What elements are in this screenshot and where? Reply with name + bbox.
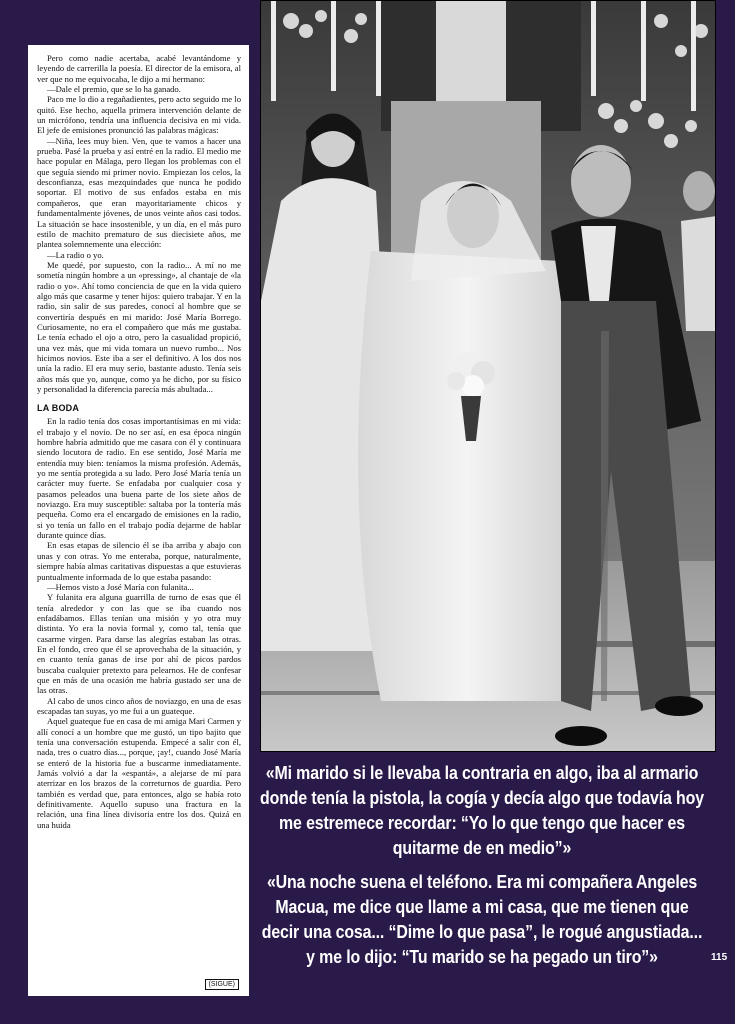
article-paragraph: Aquel guateque fue en casa de mi amiga Mari Carmen y allí conocí a un hombre que me gustó, un tipo bajito que tenía una conversación estupenda. Empecé a salir con él, nada, tres o cuatro días..., porque, ¡ay!, cuando José María se enteró de la historia fue a buscarme inmediatamente. Jamás volvió a dar la «espantá», a alejarse de mí para aterrizar en los brazos de la correturnos de guardia. Pero también es verdad que, para entonces, algo se había roto definitivamente. Aquello supuso una fractura en la relación, una fina línea divisoria entre los dos. Quizá en una huida (37, 716, 241, 830)
continue-label: (SIGUE) (205, 979, 239, 990)
wedding-photo-illustration (261, 1, 716, 752)
article-body (37, 53, 241, 830)
page-number: 115 (711, 952, 728, 963)
pull-quotes (257, 760, 707, 969)
article-paragraph: Al cabo de unos cinco años de noviazgo, en una de esas escapadas tan suyas, yo me fui a un guateque. (37, 695, 241, 716)
wedding-photo (260, 0, 716, 752)
pull-quote: «Una noche suena el teléfono. Era mi compañera Angeles Macua, me dice que llame a mi casa, que me tienen que decir una cosa... “Dime lo que pasa”, le rogué angustiada... y me lo dijo: “Tu marido se ha pegado un tiro”» (261, 871, 703, 967)
article-paragraph: Me quedé, por supuesto, con la radio... A mí no me sometía ningún hombre a un «pressing», al chantaje de «la radio o yo». Ahí tomo conciencia de que en la vida quiero algo más que casarme y tener hijos: quiero trabajar. Y en la radio, sin salir de sus paredes, conocí al hombre que se convertiría después en mi marido: José María Borrego. Curiosamente, no era el compañero que más me gustaba. Le tenía echado el ojo a otro, pero la casualidad propició, una vez más, que mi vida tomara un nuevo rumbo... Nos hicimos novios. Este iba a ser el definitivo. A los dos nos unía la radio. El era muy serio, bastante adusto. Tenía seis años más que yo, aunque, como ya he dicho, por su físico y personalidad la diferencia parecía más abultada... (37, 259, 241, 394)
article-paragraph: —Niña, lees muy bien. Ven, que te vamos a hacer una prueba. Pasé la prueba y así entré en la radio. El medio me hace popular en Málaga, pero llegan los problemas con el que seguía siendo mi primer novio. Empiezan los celos, la desconfianza, esas mezquindades que nunca he podido soportar. El motivo de sus enfados estaba en mis compañeros, que eran mayoritariamente chicos y fundamentalmente jóvenes, de unos veinte años casi todos. La situación se hace insostenible, y un día, en el más puro estilo de machito prematuro de sus diecisiete años, me plantea solemnemente una elección: (37, 135, 241, 250)
article-paragraph: En esas etapas de silencio él se iba arriba y abajo con unas y con otras. Yo me enteraba, porque, naturalmente, siempre había almas caritativas dispuestas a que estuvieras puntualmente informada de lo que estaba pasando: (37, 540, 241, 582)
article-text-column (28, 45, 249, 996)
article-paragraph: Paco me lo dio a regañadientes, pero acto seguido me lo quitó. Ese hecho, aquella primera intervención delante de un micrófono, tendría una influencia decisiva en mi vida. El jefe de emisiones pronunció las palabras mágicas: (37, 94, 241, 136)
section-subheading: LA BODA (37, 403, 80, 414)
article-paragraph: En la radio tenía dos cosas importantísimas en mi vida: el trabajo y el novio. De no ser así, en esa época ningún hombre habría admitido que me casara con él y continuara siendo locutora de radio. En ese sentido, José María me entendía muy bien: teníamos la misma profesión. Además, yo me sentía protegida a su lado. Pero José María tenía un carácter muy fuerte. Se enfadaba por cualquier cosa y pasamos peleados una buena parte de los siete años de noviazgo. Era muy susceptible: saltaba por la tontería más pequeña. Como era el encargado de emisiones en la radio, si yo tenía un fallo en el trabajo podía dejarme de hablar durante quince días. (37, 416, 241, 541)
article-paragraph: —Hemos visto a José María con fulanita... (47, 581, 194, 592)
article-paragraph: —Dale el premio, que se lo ha ganado. (47, 84, 181, 95)
pull-quote: «Mi marido si le llevaba la contraria en algo, iba al armario donde tenía la pistola, la cogía y decía algo que todavía hoy me estremece recordar: “Yo lo que tengo que hacer es quitarme de en medio”» (260, 762, 704, 858)
article-paragraph: —La radio o yo. (47, 249, 104, 260)
article-paragraph: Y fulanita era alguna guarrilla de turno de esas que él tenía alrededor y con las que se iba cuando nos enfadábamos. Ellas tenían una misión y yo otra muy distinta. Yo era la novia formal y, como tal, tenía que casarme virgen. Para darse las alegrías estaban las otras. En el fondo, creo que él se aprovechaba de la situación, y en cuanto tenía ganas de irse por ahí de picos pardos buscaba cualquier pretexto para pelearnos. He de confesar que en más de una ocasión me habría gustado ser una de las otras. (37, 592, 241, 696)
article-paragraph: Pero como nadie acertaba, acabé levantándome y leyendo de carrerilla la poesía. El director de la emisora, al ver que no me equivocaba, le dijo a mi hermano: (37, 53, 241, 84)
